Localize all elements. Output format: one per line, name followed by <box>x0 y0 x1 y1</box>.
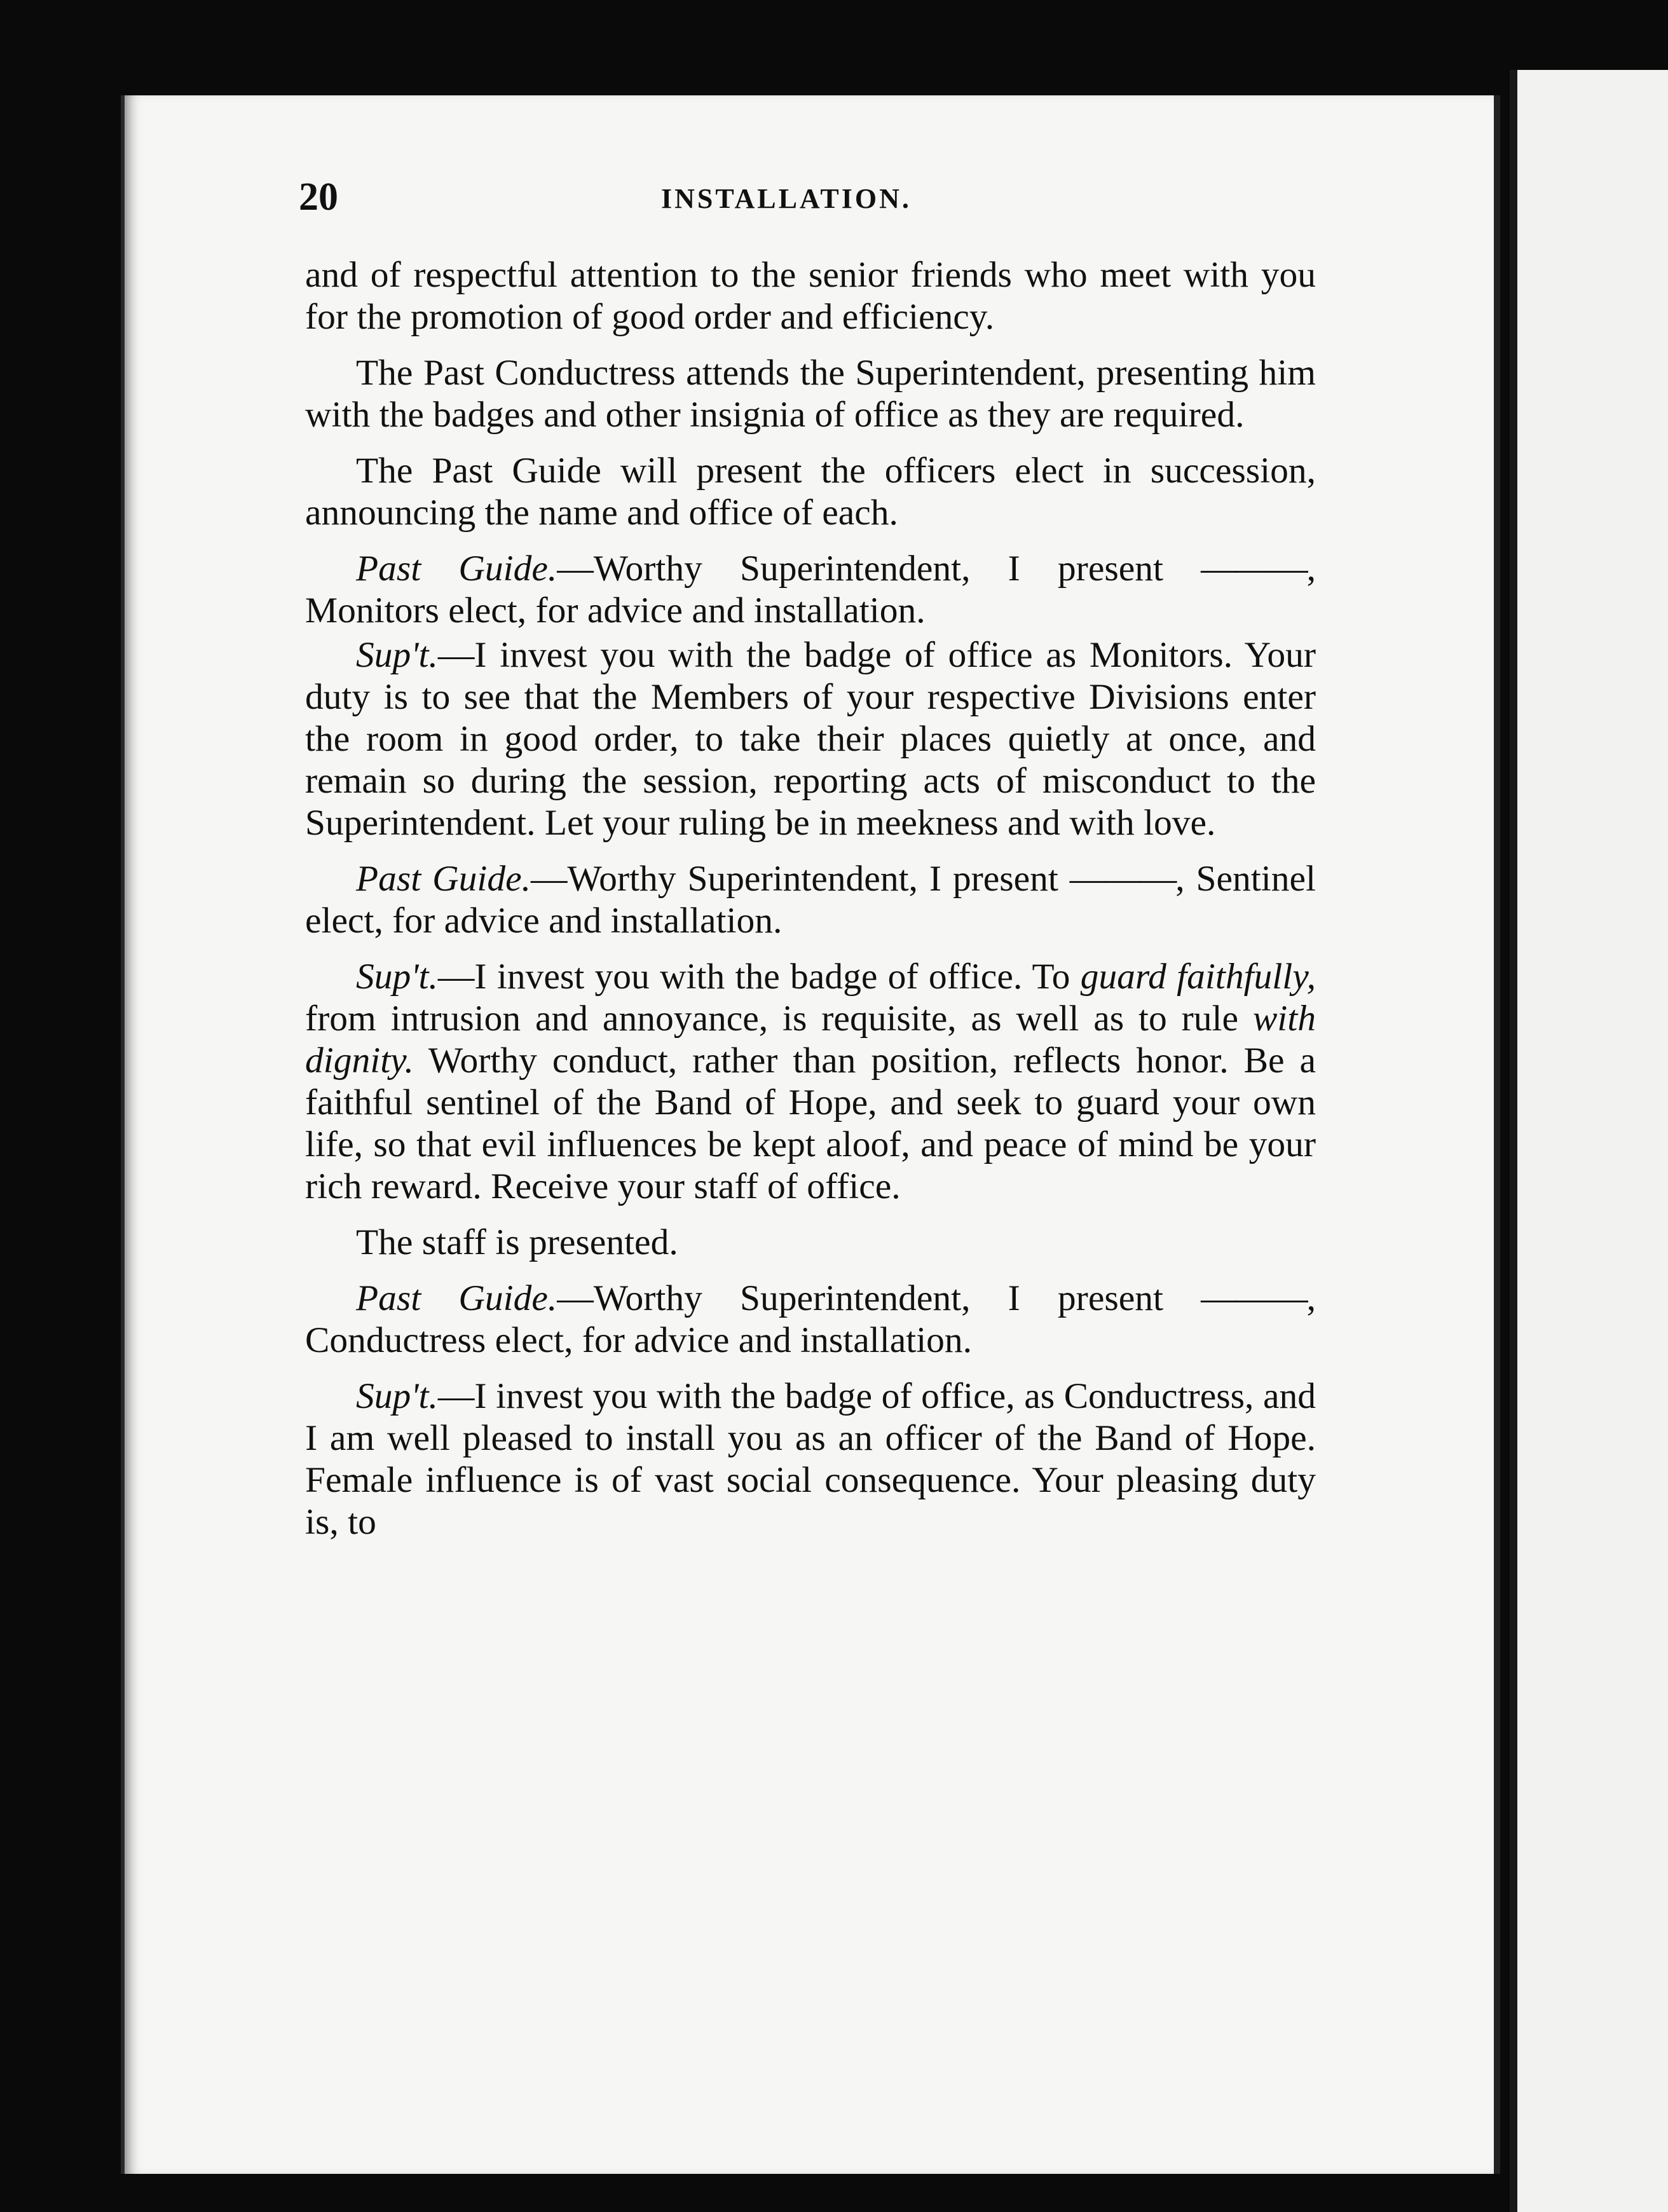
page-header <box>299 175 1329 226</box>
speaker-label: Sup't. <box>356 957 438 997</box>
page-body <box>305 254 1316 1543</box>
dialogue-text: —Worthy Superintendent, I present <box>557 1278 1163 1318</box>
name-blank: ——— <box>1201 549 1307 589</box>
paragraph-1: and of respectful attention to the senior friends who meet with you for the promotion of good order and efficiency. <box>305 255 1316 337</box>
dialogue-past-guide-3 <box>305 1278 1316 1362</box>
page-number: 20 <box>299 175 338 219</box>
dialogue-text: , Sentinel elect, for advice and installation. <box>305 859 1316 941</box>
emphasis-text: guard faithfully, <box>1080 957 1316 997</box>
emphasis-text: with dignity. <box>305 999 1316 1081</box>
dialogue-text: , Monitors elect, for advice and installation. <box>305 549 1316 631</box>
dialogue-supt-2 <box>305 956 1316 1208</box>
name-blank: ——— <box>1201 1278 1307 1318</box>
dialogue-text: —Worthy Superintendent, I present <box>557 549 1163 589</box>
dialogue-past-guide-1 <box>305 548 1316 632</box>
paragraph-2: The Past Conductress attends the Superintendent, presenting him with the badges and other insignia of office as they are required. <box>305 353 1316 435</box>
speaker-label: Past Guide. <box>356 549 557 589</box>
speaker-label: Past Guide. <box>356 1278 557 1318</box>
dialogue-text: Worthy conduct, rather than position, reflects honor. Be a faithful sentinel of the Band of Hope, and seek to guard your own life, so that evil influences be kept aloof, and peace of mind be your rich reward. Receive your staff of office. <box>305 1041 1316 1206</box>
name-blank: ——— <box>1069 859 1176 899</box>
adjacent-page-edge <box>1510 70 1668 2212</box>
dialogue-text: —I invest you with the badge of office, as Conductress, and I am well pleased to install you as an officer of the Band of Hope. Female influence is of vast social consequence. Your pleasing duty is, to <box>305 1376 1316 1542</box>
dialogue-past-guide-2 <box>305 858 1316 942</box>
dialogue-text: from intrusion and annoyance, is requisite, as well as to rule <box>305 999 1253 1039</box>
stage-direction: The staff is presented. <box>356 1222 678 1262</box>
speaker-label: Past Guide. <box>356 859 531 899</box>
dialogue-supt-1 <box>305 634 1316 844</box>
dialogue-text: , Conductress elect, for advice and installation. <box>305 1278 1316 1360</box>
dialogue-supt-3 <box>305 1376 1316 1543</box>
paragraph-3: The Past Guide will present the officers elect in succession, announcing the name and office of each. <box>305 451 1316 533</box>
dialogue-text: —I invest you with the badge of office as Monitors. Your duty is to see that the Members of your respective Divisions enter the room in good order, to take their places quietly at once, and remain so during the session, reporting acts of misconduct to the Superintendent. Let your ruling be in meekness and with love. <box>305 635 1316 843</box>
speaker-label: Sup't. <box>356 635 438 675</box>
dialogue-text: —Worthy Superintendent, I present <box>531 859 1058 899</box>
running-title: INSTALLATION. <box>661 183 912 214</box>
speaker-label: Sup't. <box>356 1376 438 1416</box>
page-gutter <box>1494 95 1500 2174</box>
dialogue-text: —I invest you with the badge of office. To <box>437 957 1081 997</box>
